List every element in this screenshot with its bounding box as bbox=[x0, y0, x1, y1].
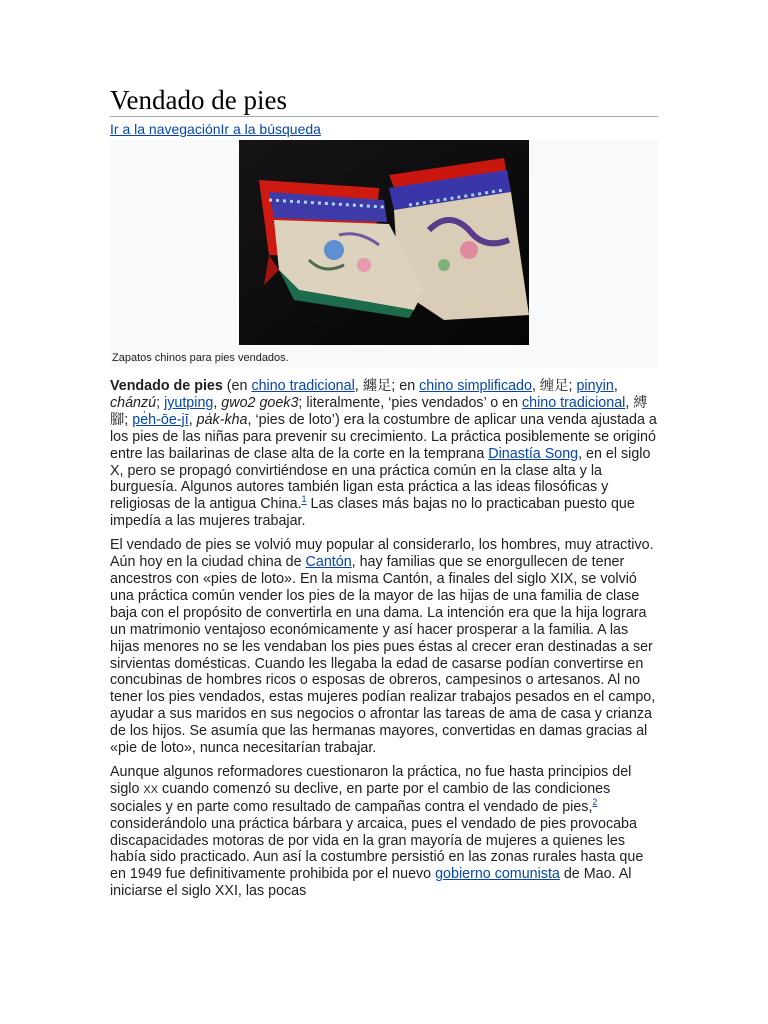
link-dinastia-song[interactable]: Dinastía Song bbox=[488, 445, 579, 462]
paragraph-2 bbox=[110, 537, 658, 757]
small-caps-century: XX bbox=[143, 783, 159, 796]
text: ; bbox=[156, 394, 165, 411]
reference-2[interactable]: 2 bbox=[592, 796, 598, 807]
figure bbox=[110, 140, 658, 367]
text: Aunque algunos reformadores cuestionaron la práctica, no fue hasta principios del siglo bbox=[110, 763, 632, 797]
link-gobierno-comunista[interactable]: gobierno comunista bbox=[435, 866, 560, 883]
text: , hay familias que se enorgullecen de tener ancestros con «pies de loto». En la misma Cantón, a finales del siglo XIX, se volvió una práctica común vender los pies de la mayor de las hijas de una familia de clase baja con el propósito de convertirla en una dama. La intención era que la hija lograra un matrimonio ventajoso económicamente y así hacer prosperar a la familia. A las hijas menores no se les vendaban los pies pues éstas al crecer eran destinadas a ser sirvientas domésticas. Cuando les llegaba la edad de casarse podían convertirse en concubinas de hombres ricos o esposas de obreros, campesinos o artesanos. Al no tener los pies vendados, estas mujeres podían realizar trabajos pesados en el campo, ayudar a sus maridos en sus negocios o afrontar las tareas de ama de casa y crianza de los hijos. Se asumía que las hermanas mayores, convertidas en damas gracias al «pie de loto», nunca necesitarían trabajar. bbox=[110, 554, 656, 757]
title-divider bbox=[110, 116, 658, 117]
text: , en el siglo X, pero se propagó convirtiéndose en una práctica común en la clase alta y la burguesía. Algunos autores también ligan esta práctica a las ideas filosóficas y religiosas de la antigua China. bbox=[110, 445, 651, 513]
embroidered-shoes-photo[interactable] bbox=[239, 140, 529, 345]
link-jyutping[interactable]: jyutping bbox=[164, 394, 214, 411]
text: , 縛腳; bbox=[110, 394, 648, 428]
text: El vendado de pies se volvió muy popular al considerarlo, los hombres, muy atractivo. Aún hoy en la ciudad china de bbox=[110, 537, 654, 571]
link-chino-simplificado[interactable]: chino simplificado bbox=[419, 378, 532, 394]
text: (en bbox=[222, 378, 252, 394]
text: , bbox=[213, 394, 222, 411]
page-title: Vendado de pies bbox=[110, 85, 287, 115]
link-chino-tradicional-2[interactable]: chino tradicional bbox=[522, 394, 626, 411]
text: , 纏足; en bbox=[354, 378, 420, 394]
paragraph-1 bbox=[110, 378, 658, 530]
romanization-gwo2-goek3: gwo2 goek3 bbox=[221, 394, 299, 411]
bold-term: Vendado de pies bbox=[110, 378, 223, 394]
link-chino-tradicional[interactable]: chino tradicional bbox=[251, 378, 355, 394]
romanization-pak-kha: pa̍k-kha bbox=[196, 411, 248, 428]
text: , ‘pies de loto’) era la costumbre de aplicar una venda ajustada a los pies de las niñas para prevenir su crecimiento. La práctica posiblemente se originó entre las bailarinas de clase alta de la corte en la temprana bbox=[110, 411, 657, 462]
link-pinyin[interactable]: pinyin bbox=[576, 378, 614, 394]
text: , 缠足; bbox=[531, 378, 577, 394]
paragraph-3 bbox=[110, 764, 658, 900]
link-peh-oe-ji[interactable]: pe̍h-ōe-jī bbox=[132, 411, 189, 428]
jump-to-navigation-link[interactable]: Ir a la navegación bbox=[110, 121, 221, 137]
text: Las clases más bajas no lo practicaban puesto que impedía a las mujeres trabajar. bbox=[110, 496, 635, 530]
text: de Mao. Al iniciarse el siglo XXI, las pocas bbox=[110, 866, 632, 900]
jump-links bbox=[110, 121, 658, 138]
romanization-chanzu: chánzú bbox=[110, 394, 157, 411]
text: ; literalmente, ‘pies vendados’ o en bbox=[298, 394, 522, 411]
reference-1[interactable]: 1 bbox=[301, 494, 307, 505]
text: , bbox=[188, 411, 197, 428]
text: considerándolo una práctica bárbara y arcaica, pues el vendado de pies provocaba discapacidades motoras de por vida en la gran mayoría de mujeres a quienes les había sido practicado. Aun así la costumbre persistió en las zonas rurales hasta que en 1949 fue definitivamente prohibida por el nuevo bbox=[110, 815, 644, 883]
jump-to-search-link[interactable]: Ir a la búsqueda bbox=[220, 121, 321, 137]
figure-caption: Zapatos chinos para pies vendados. bbox=[112, 352, 289, 364]
link-canton[interactable]: Cantón bbox=[305, 554, 352, 571]
text: cuando comenzó su declive, en parte por el cambio de las condiciones sociales y en parte como resultado de campañas contra el vendado de pies, bbox=[110, 780, 611, 815]
article bbox=[110, 0, 658, 900]
text: , bbox=[613, 378, 618, 394]
